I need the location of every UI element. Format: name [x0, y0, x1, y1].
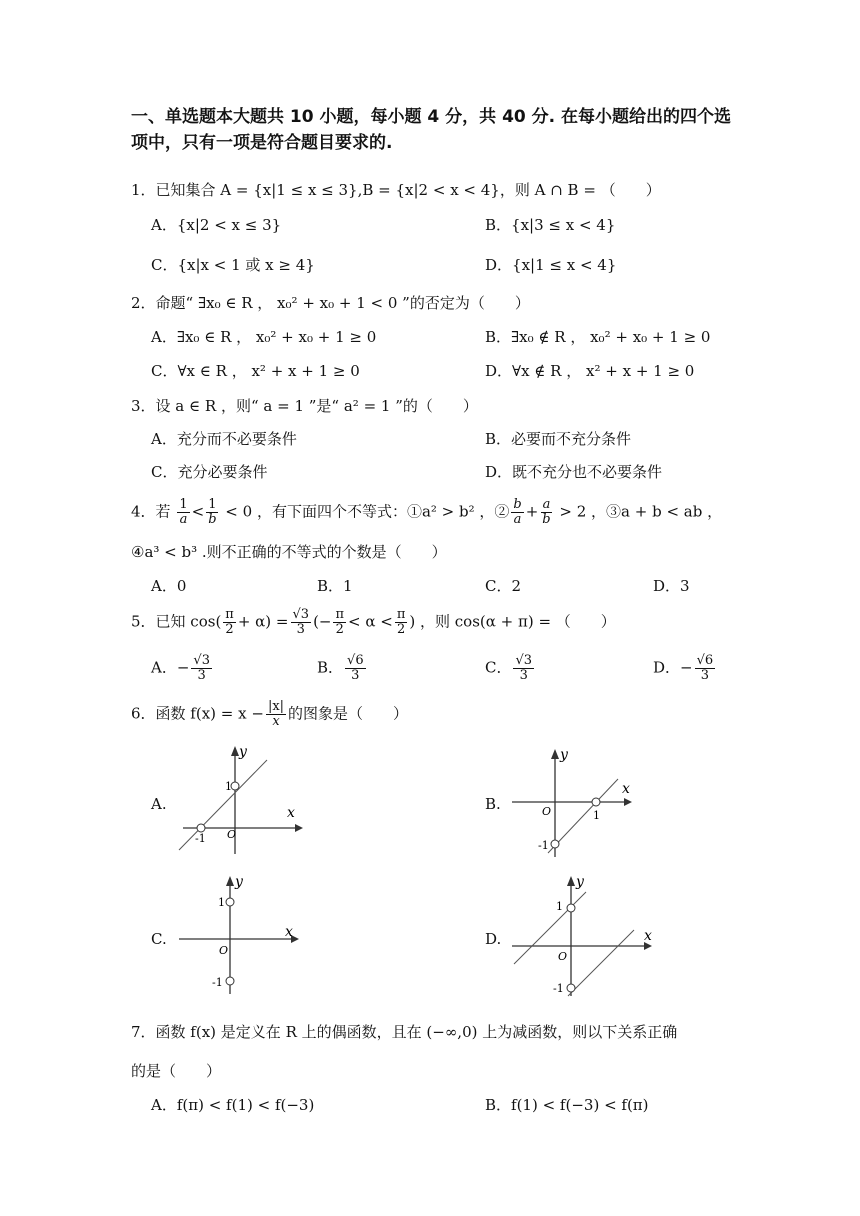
svg-text:1: 1 — [593, 809, 600, 822]
question-1-stem: 1．已知集合 A = {x|1 ≤ x ≤ 3},B = {x|2 < x < 4}，则 A ∩ B = （ ） — [131, 181, 661, 199]
q5-option-b: B． $\frac{√6}{3}$ — [317, 653, 364, 683]
svg-text:O: O — [558, 950, 568, 963]
q1-option-a: A．{x|2 < x ≤ 3} — [151, 216, 282, 234]
q3-option-c: C．充分必要条件 — [151, 463, 268, 481]
q2-option-d: D．∀x ∉ R ， x² + x + 1 ≥ 0 — [485, 362, 695, 380]
fraction-sqrt3-over-3: $\frac{√3}{3}$ — [292, 607, 310, 637]
q5-option-d: D．− $\frac{√6}{3}$ — [653, 653, 714, 683]
svg-text:1: 1 — [225, 780, 232, 793]
graph-d — [508, 872, 658, 997]
question-7-stem-line-2: 的是（ ） — [131, 1062, 222, 1080]
q1-option-d: D．{x|1 ≤ x < 4} — [485, 256, 617, 274]
q6-option-d-label: D. — [485, 930, 502, 948]
fraction-pi-over-2: $\frac{\pi}{2}$ — [335, 607, 345, 637]
svg-text:-1: -1 — [538, 839, 549, 852]
q2-option-c: C．∀x ∈ R ， x² + x + 1 ≥ 0 — [151, 362, 360, 380]
question-6-stem: 6．函数 f(x) = x − $\frac{|x|}{x}$ 的图象是（ ） — [131, 699, 409, 729]
question-3-stem: 3．设 a ∈ R ，则“ a = 1 ”是“ a² = 1 ”的（ ） — [131, 397, 478, 415]
q4-condition-text: < 0 ，有下面四个不等式：①a² > b² ，② — [225, 502, 510, 521]
q2-option-a: A．∃x₀ ∈ R ， x₀² + x₀ + 1 ≥ 0 — [151, 328, 377, 346]
question-2-stem: 2．命题“ ∃x₀ ∈ R ， x₀² + x₀ + 1 < 0 ”的否定为（ ） — [131, 294, 530, 312]
q4-inequality-text: > 2 ，③a + b < ab ， — [559, 502, 723, 521]
fraction-1-over-a: $\frac{1}{a}$ — [179, 497, 188, 527]
q4-option-c: C．2 — [485, 577, 522, 595]
q4-number: 4．若 — [131, 502, 171, 521]
q5-option-c: C． $\frac{√3}{3}$ — [485, 653, 533, 683]
svg-text:O: O — [542, 805, 552, 818]
q7-option-b: B．f(1) < f(−3) < f(π) — [485, 1096, 649, 1114]
svg-text:y: y — [576, 874, 584, 890]
q4-option-d: D．3 — [653, 577, 690, 595]
q4-option-b: B．1 — [317, 577, 353, 595]
svg-text:1: 1 — [556, 900, 563, 913]
q3-option-b: B．必要而不充分条件 — [485, 430, 632, 448]
svg-text:x: x — [644, 928, 652, 944]
q1-option-b: B．{x|3 ≤ x < 4} — [485, 216, 616, 234]
question-4-stem: 4．若 $\frac{1}{a}$ < $\frac{1}{b}$ < 0 ，有下面四个不等式：①a² > b² ，② $\frac{b}{a}$ + $\frac{a}{b}$ > 2 ，③a + b < ab ， — [131, 497, 723, 527]
svg-text:y: y — [235, 874, 243, 890]
fraction-1-over-b: $\frac{1}{b}$ — [208, 497, 217, 527]
svg-text:O: O — [227, 828, 237, 841]
q2-option-b: B．∃x₀ ∉ R ， x₀² + x₀ + 1 ≥ 0 — [485, 328, 711, 346]
svg-text:1: 1 — [218, 896, 225, 909]
fraction-pi-over-2: $\frac{\pi}{2}$ — [396, 607, 406, 637]
question-4-line-2: ④a³ < b³ .则不正确的不等式的个数是（ ） — [131, 543, 447, 561]
q3-option-d: D．既不充分也不必要条件 — [485, 463, 663, 481]
svg-text:y: y — [560, 747, 568, 763]
svg-text:-1: -1 — [195, 832, 206, 845]
q5-option-a: A．− $\frac{√3}{3}$ — [151, 653, 210, 683]
svg-text:y: y — [239, 744, 247, 760]
fraction-pi-over-2: $\frac{\pi}{2}$ — [225, 607, 234, 637]
q6-option-a-label: A. — [151, 795, 167, 813]
graph-a — [175, 742, 305, 857]
svg-text:x: x — [622, 781, 630, 797]
svg-text:x: x — [285, 924, 293, 940]
fraction-b-over-a: $\frac{b}{a}$ — [513, 497, 522, 527]
section-heading: 一、单选题本大题共 10 小题，每小题 4 分，共 40 分. 在每小题给出的四个选项中，只有一项是符合题目要求的. — [131, 107, 732, 153]
graph-c — [175, 872, 305, 997]
svg-text:O: O — [219, 944, 229, 957]
q1-option-c: C．{x|x < 1 或 x ≥ 4} — [151, 256, 315, 274]
svg-text:-1: -1 — [553, 982, 564, 995]
question-5-stem: 5．已知 cos( $\frac{\pi}{2}$ + α) = $\frac{√3}{3}$ (− $\frac{\pi}{2}$ < α < $\frac{\pi}{2}$ ) ，则 cos(α + π) = （ ） — [131, 607, 616, 637]
q7-option-a: A．f(π) < f(1) < f(−3) — [151, 1096, 315, 1114]
svg-text:x: x — [287, 805, 295, 821]
q4-option-a: A．0 — [151, 577, 187, 595]
q6-option-c-label: C. — [151, 930, 167, 948]
q3-option-a: A．充分而不必要条件 — [151, 430, 297, 448]
svg-text:-1: -1 — [212, 976, 223, 989]
graph-b — [508, 745, 638, 860]
fraction-a-over-b: $\frac{a}{b}$ — [542, 497, 551, 527]
q6-option-b-label: B. — [485, 795, 501, 813]
question-7-stem: 7．函数 f(x) 是定义在 R 上的偶函数，且在 (−∞,0) 上为减函数，则以下关系正确 — [131, 1023, 678, 1041]
fraction-absx-over-x: $\frac{|x|}{x}$ — [267, 699, 285, 729]
